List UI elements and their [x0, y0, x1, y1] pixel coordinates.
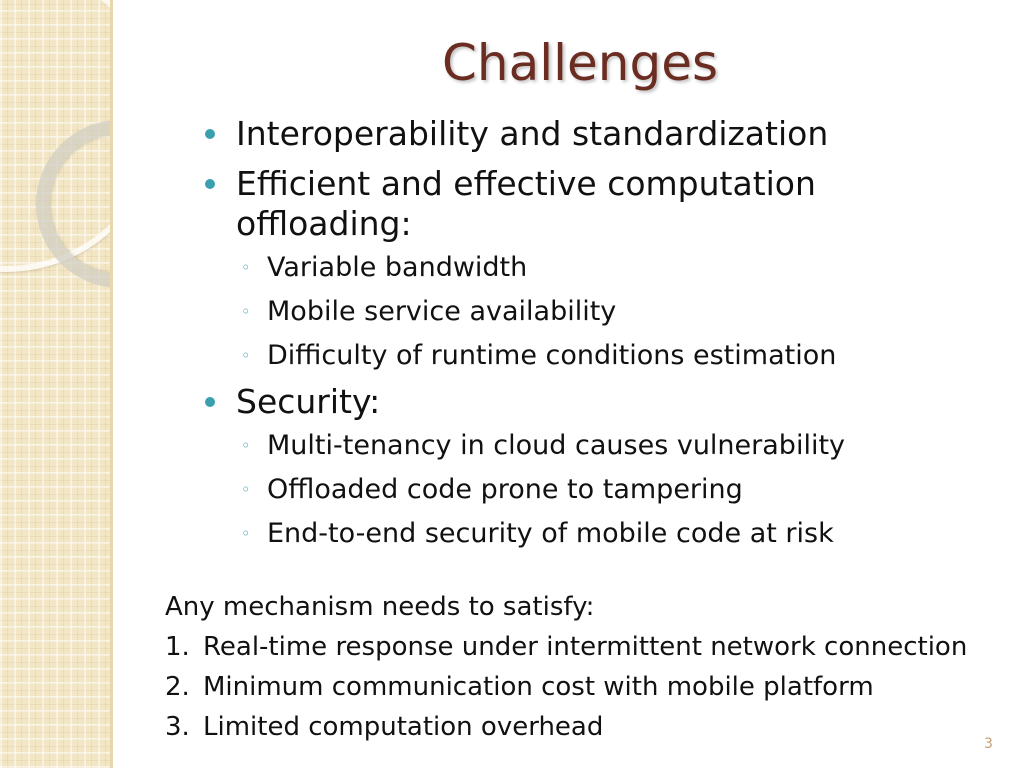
requirement-item [165, 707, 1024, 747]
circle-bullet-icon: ◦ [241, 346, 251, 365]
sub-bullet-text: Offloaded code prone to tampering [267, 474, 743, 505]
sub-bullet-text: Mobile service availability [267, 296, 617, 327]
bullet-dot-icon [205, 129, 215, 139]
bullet-text: Security: [236, 382, 381, 421]
bullet-item [205, 382, 1005, 422]
circle-bullet-icon: ◦ [241, 436, 251, 455]
page-number: 3 [984, 736, 993, 752]
sub-bullet-item [241, 338, 1005, 374]
sub-bullet-text: Difficulty of runtime conditions estimation [267, 340, 837, 371]
requirement-number: 3. [165, 712, 190, 742]
requirement-text: Real-time response under intermittent network connection [203, 632, 968, 662]
circle-bullet-icon: ◦ [241, 258, 251, 277]
bullet-item [205, 114, 1005, 154]
decorative-side-strip [0, 0, 113, 768]
bullet-text: Efficient and effective computation offloading: [236, 164, 816, 243]
sub-bullet-item [241, 428, 1005, 464]
requirement-item [165, 667, 1024, 707]
slide-title: Challenges [441, 34, 719, 92]
sub-bullet-text: Multi-tenancy in cloud causes vulnerability [267, 430, 846, 461]
sub-bullet-item [241, 516, 1005, 552]
bullet-item [205, 164, 1005, 244]
sub-bullet-text: Variable bandwidth [267, 252, 528, 283]
sub-bullet-item [241, 472, 1005, 508]
requirement-number: 2. [165, 672, 190, 702]
requirement-item [165, 627, 1024, 667]
requirements-intro: Any mechanism needs to satisfy: [165, 592, 595, 622]
circle-bullet-icon: ◦ [241, 480, 251, 499]
bullet-dot-icon [205, 179, 215, 189]
bullet-text: Interoperability and standardization [236, 114, 829, 153]
sub-bullet-item [241, 294, 1005, 330]
requirement-number: 1. [165, 632, 190, 662]
requirement-text: Minimum communication cost with mobile platform [203, 672, 874, 702]
bullet-dot-icon [205, 397, 215, 407]
sub-bullet-text: End-to-end security of mobile code at risk [267, 518, 834, 549]
strip-edge [110, 0, 113, 768]
circle-bullet-icon: ◦ [241, 524, 251, 543]
circle-bullet-icon: ◦ [241, 302, 251, 321]
requirements-list [165, 587, 1024, 747]
sub-bullet-item [241, 250, 1005, 286]
bullet-list [205, 114, 1005, 560]
requirement-text: Limited computation overhead [203, 712, 604, 742]
